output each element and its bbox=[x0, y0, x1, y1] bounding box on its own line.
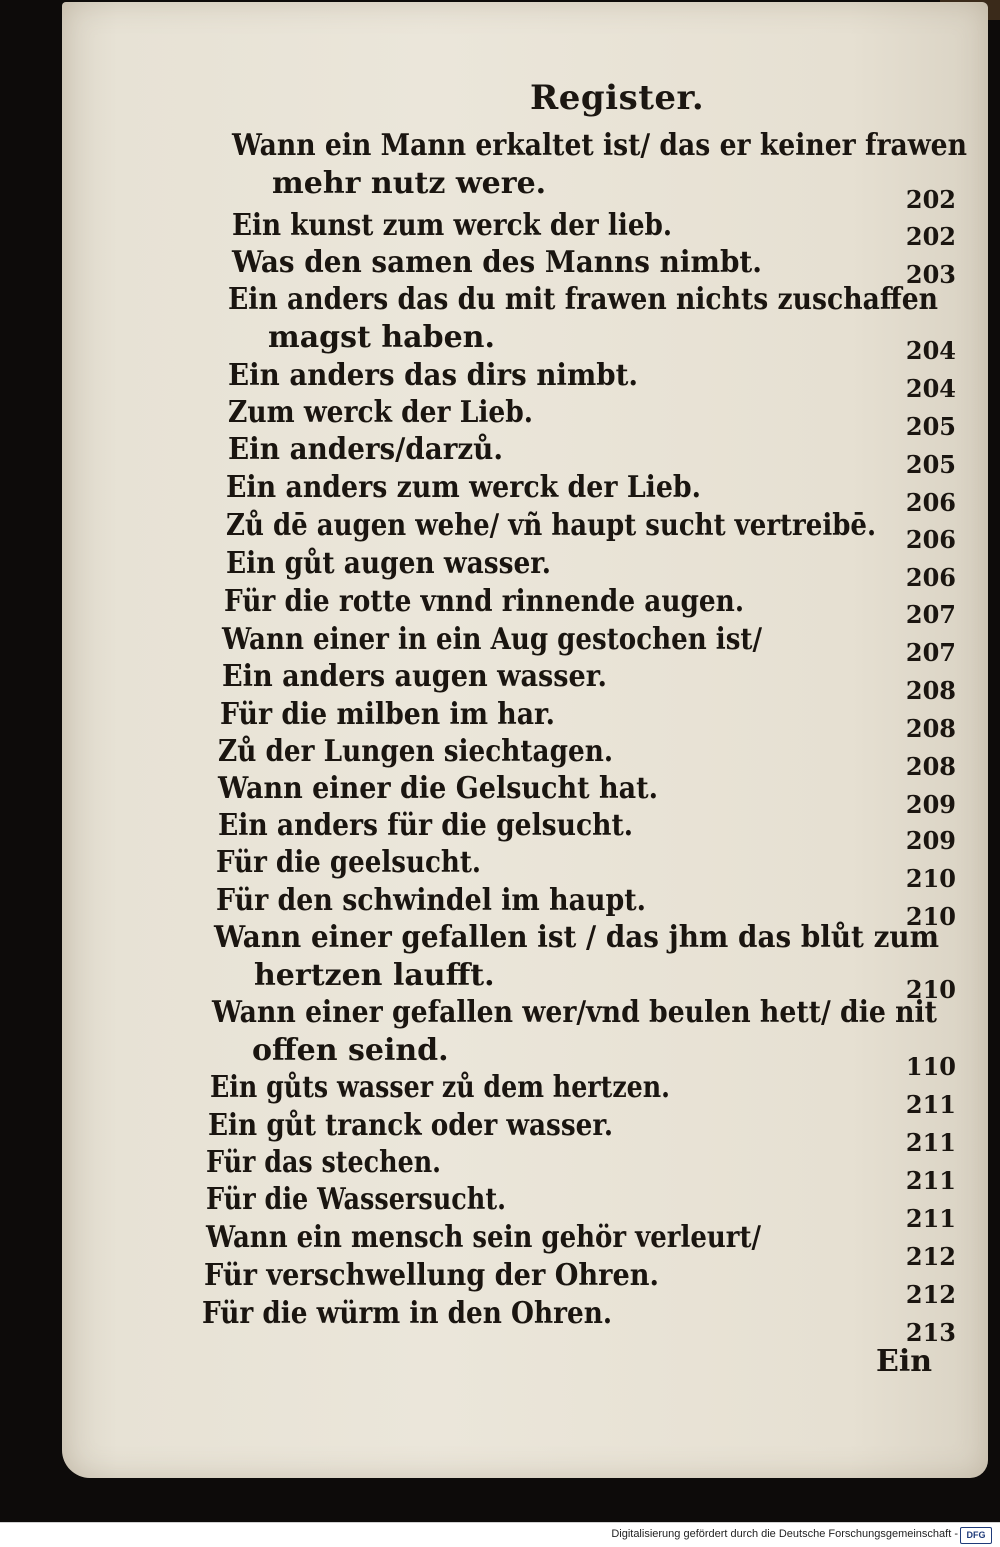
entry-page-number: 202 bbox=[905, 185, 956, 214]
entry-title: Ein anders für die gelsucht. bbox=[218, 808, 633, 843]
dfg-logo: DFG bbox=[960, 1527, 992, 1544]
entry-title: Für die Wassersucht. bbox=[206, 1182, 506, 1217]
entry-page-number: 208 bbox=[905, 676, 956, 705]
entry-page-number: 209 bbox=[905, 826, 956, 855]
entry-page-number: 210 bbox=[905, 864, 956, 893]
entry-continuation: mehr nutz were. bbox=[272, 166, 547, 201]
entry-title: Für die würm in den Ohren. bbox=[202, 1296, 612, 1331]
entry-page-number: 203 bbox=[905, 260, 956, 289]
entry-title: Für die geelsucht. bbox=[216, 845, 481, 880]
entry-title: Ein anders augen wasser. bbox=[222, 659, 607, 694]
entry-title: Ein gůts wasser zů dem hertzen. bbox=[210, 1070, 670, 1105]
entry-page-number: 205 bbox=[905, 412, 956, 441]
entry-page-number: 208 bbox=[905, 714, 956, 743]
page-heading: Register. bbox=[530, 78, 705, 118]
entry-title: Für die milben im har. bbox=[220, 697, 555, 732]
entry-page-number: 210 bbox=[905, 975, 956, 1004]
entry-page-number: 110 bbox=[905, 1052, 956, 1081]
entry-title: Was den samen des Manns nimbt. bbox=[232, 245, 762, 280]
entry-title: Zů dē augen wehe/ vñ haupt sucht vertreibē. bbox=[226, 508, 876, 543]
entry-page-number: 210 bbox=[905, 902, 956, 931]
entry-page-number: 211 bbox=[905, 1128, 956, 1157]
entry-title: Wann einer die Gelsucht hat. bbox=[218, 771, 658, 806]
entry-title: Zů der Lungen siechtagen. bbox=[218, 734, 613, 769]
entry-page-number: 211 bbox=[905, 1204, 956, 1233]
entry-page-number: 211 bbox=[905, 1166, 956, 1195]
footer-bar bbox=[0, 1522, 1000, 1547]
entry-title: Wann einer in ein Aug gestochen ist/ bbox=[222, 622, 762, 657]
entry-continuation: hertzen laufft. bbox=[254, 958, 495, 993]
entry-title: Zum werck der Lieb. bbox=[228, 395, 533, 430]
entry-title: Ein anders zum werck der Lieb. bbox=[226, 470, 701, 505]
entry-page-number: 209 bbox=[905, 790, 956, 819]
entry-page-number: 206 bbox=[905, 563, 956, 592]
entry-page-number: 207 bbox=[905, 638, 956, 667]
entry-page-number: 204 bbox=[905, 336, 956, 365]
entry-page-number: 207 bbox=[905, 600, 956, 629]
entry-title: Wann einer gefallen wer/vnd beulen hett/ die nit bbox=[212, 995, 937, 1030]
entry-title: Für die rotte vnnd rinnende augen. bbox=[224, 584, 744, 619]
entry-page-number: 211 bbox=[905, 1090, 956, 1119]
entry-title: Für das stechen. bbox=[206, 1145, 441, 1180]
entry-continuation: offen seind. bbox=[252, 1033, 449, 1068]
entry-title: Ein anders/darzů. bbox=[228, 432, 503, 467]
entry-page-number: 204 bbox=[905, 374, 956, 403]
entry-page-number: 202 bbox=[905, 222, 956, 251]
entry-title: Ein anders das du mit frawen nichts zuschaffen bbox=[228, 282, 938, 317]
entry-page-number: 206 bbox=[905, 488, 956, 517]
entry-page-number: 205 bbox=[905, 450, 956, 479]
entry-title: Ein gůt augen wasser. bbox=[226, 546, 551, 581]
entry-title: Für verschwellung der Ohren. bbox=[204, 1258, 659, 1293]
entry-page-number: 206 bbox=[905, 525, 956, 554]
catchword: Ein bbox=[876, 1344, 933, 1379]
entry-title: Für den schwindel im haupt. bbox=[216, 883, 646, 918]
entry-page-number: 213 bbox=[905, 1318, 956, 1347]
entry-title: Wann einer gefallen ist / das jhm das blůt zum bbox=[214, 920, 939, 955]
entry-page-number: 208 bbox=[905, 752, 956, 781]
entry-title: Wann ein Mann erkaltet ist/ das er keiner frawen bbox=[232, 128, 967, 163]
entry-title: Ein anders das dirs nimbt. bbox=[228, 358, 638, 393]
entry-page-number: 212 bbox=[905, 1280, 956, 1309]
entry-title: Wann ein mensch sein gehör verleurt/ bbox=[206, 1220, 761, 1255]
entry-page-number: 212 bbox=[905, 1242, 956, 1271]
entry-continuation: magst haben. bbox=[268, 320, 495, 355]
entry-title: Ein kunst zum werck der lieb. bbox=[232, 208, 672, 243]
entry-title: Ein gůt tranck oder wasser. bbox=[208, 1108, 613, 1143]
footer-credit: Digitalisierung gefördert durch die Deutsche Forschungsgemeinschaft - bbox=[611, 1528, 958, 1540]
